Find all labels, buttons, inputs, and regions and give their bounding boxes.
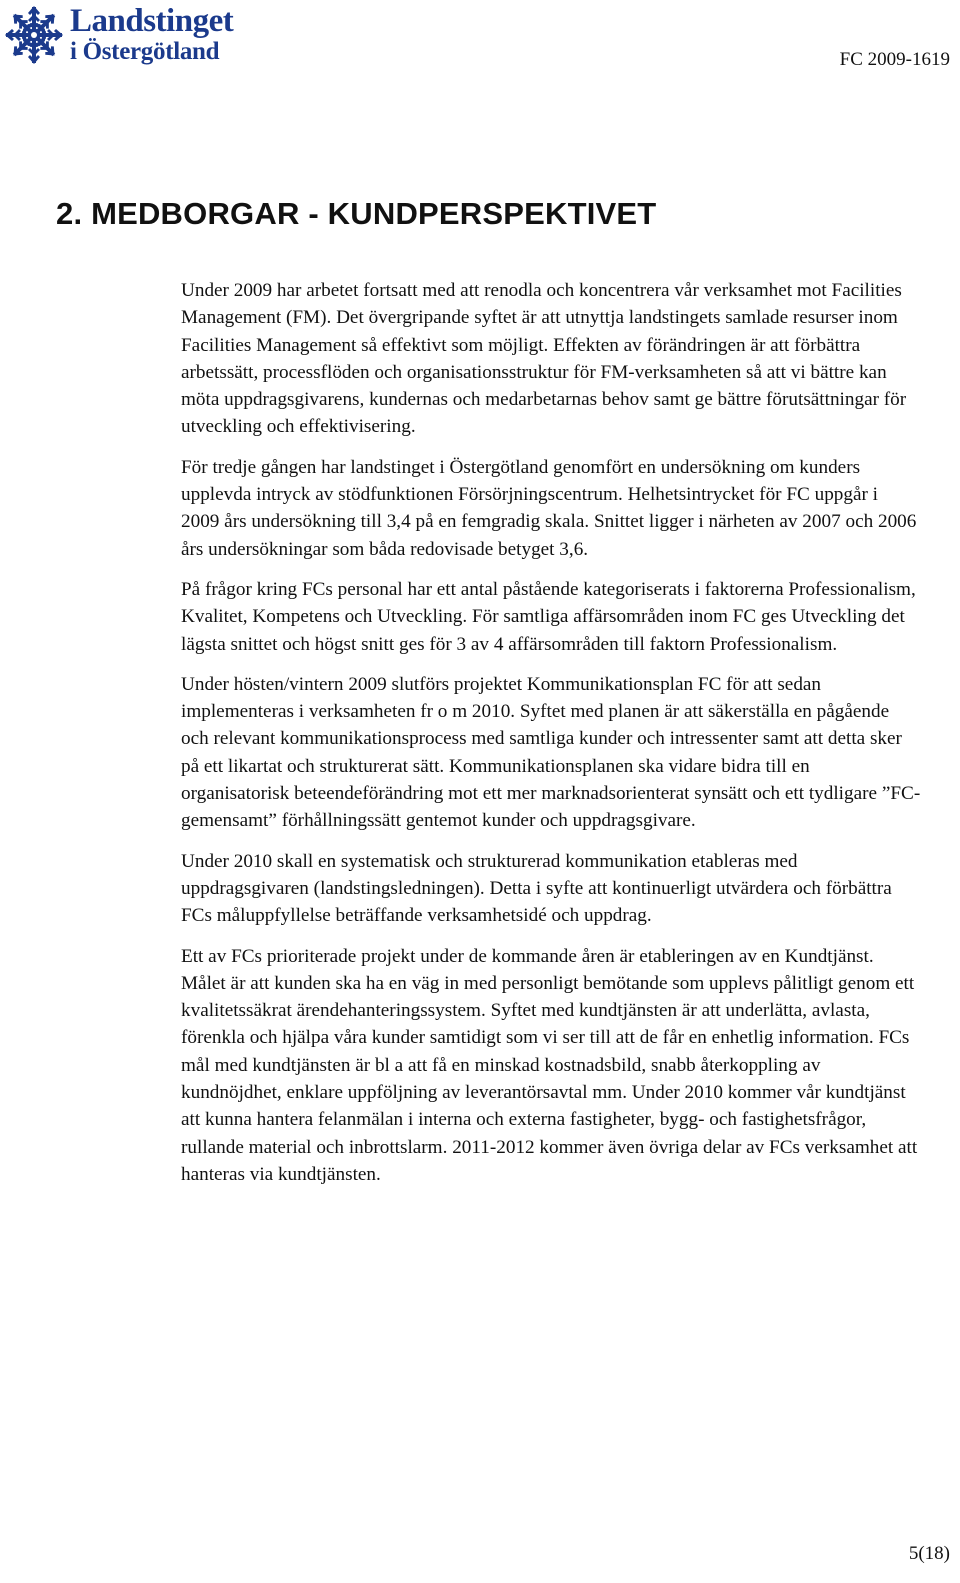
paragraph: Under 2009 har arbetet fortsatt med att renodla och koncentrera vår verksamhet mot Facilities Management (FM). Det övergripande syftet är att utnyttja landstingets samlade resurser inom Facilities Management så effektivt som möjligt. Effekten av förändringen är att förbättra arbetssätt, processflöden och organisationsstruktur för FM-verksamheten så att vi bättre kan möta uppdragsgivarens, kundernas och medarbetarnas behov samt ge bättre förutsättningar för utveckling och effektivisering. bbox=[181, 280, 907, 438]
paragraph: Ett av FCs prioriterade projekt under de kommande åren är etableringen av en Kundtjänst. Målet är att kunden ska ha en väg in med personligt bemötande som upplevs pålitligt genom ett kvalitetssäkrat ärendehanteringssystem. Syftet med kundtjänsten är att underlätta, avlasta, förenkla och hjälpa våra kunder samtidigt som vi ser till att de får en enhetlig information. FCs mål med kundtjänsten är bl a att få en minskad kostnadsbild, snabb återkoppling av kundnöjdhet, enklare uppföljning av leverantörsavtal mm. Under 2010 kommer vår kundtjänst att kunna hantera felanmälan i interna och externa fastigheter, bygg- och fastighetsfrågor, rullande material och inbrottslarm. 2011-2012 kommer även övriga delar av FCs verksamhet att hanteras via kundtjänsten. bbox=[181, 945, 918, 1185]
organization-logo bbox=[4, 3, 264, 67]
paragraph: På frågor kring FCs personal har ett antal påstående kategoriserats i faktorerna Professionalism, Kvalitet, Kompetens och Utveckling. För samtliga affärsområden inom FC ges Utveckling det lägsta snittet och högst snitt ges för 3 av 4 affärsområden till faktorn Professionalism. bbox=[181, 578, 916, 655]
snowflake-logo-icon bbox=[4, 5, 64, 65]
logo-line-1: Landstinget bbox=[70, 3, 234, 39]
page-number: 5(18) bbox=[908, 1543, 950, 1564]
logo-line-2: i Östergötland bbox=[70, 38, 220, 65]
section-heading: 2. MEDBORGAR - KUNDPERSPEKTIVET bbox=[56, 196, 657, 231]
logo-wordmark bbox=[70, 3, 233, 64]
section-body bbox=[181, 277, 921, 1201]
document-id: FC 2009-1619 bbox=[839, 49, 950, 70]
paragraph: Under hösten/vintern 2009 slutförs projektet Kommunikationsplan FC för att sedan implementeras i verksamheten fr o m 2010. Syftet med planen är att säkerställa en pågående och relevant kommunikationsprocess med samtliga kunder och intressenter samt att detta sker på ett likartat och strukturerat sätt. Kommunikationsplanen ska vidare bidra till en organisatorisk beteendeförändring mot ett mer marknadsorienterat synsätt och ett tydligare ”FC-gemensamt” förhållningssätt gentemot kunder och uppdragsgivare. bbox=[181, 673, 921, 832]
paragraph: Under 2010 skall en systematisk och strukturerad kommunikation etableras med uppdragsgivaren (landstingsledningen). Detta i syfte att kontinuerligt utvärdera och förbättra FCs måluppfyllelse beträffande verksamhetsidé och uppdrag. bbox=[181, 850, 892, 927]
paragraph: För tredje gången har landstinget i Östergötland genomfört en undersökning om kunders upplevda intryck av stödfunktionen Försörjningscentrum. Helhetsintrycket för FC uppgår i 2009 års undersökning till 3,4 på en femgradig skala. Snittet ligger i närheten av 2007 och 2006 års undersökningar som båda redovisade betyget 3,6. bbox=[181, 456, 917, 560]
